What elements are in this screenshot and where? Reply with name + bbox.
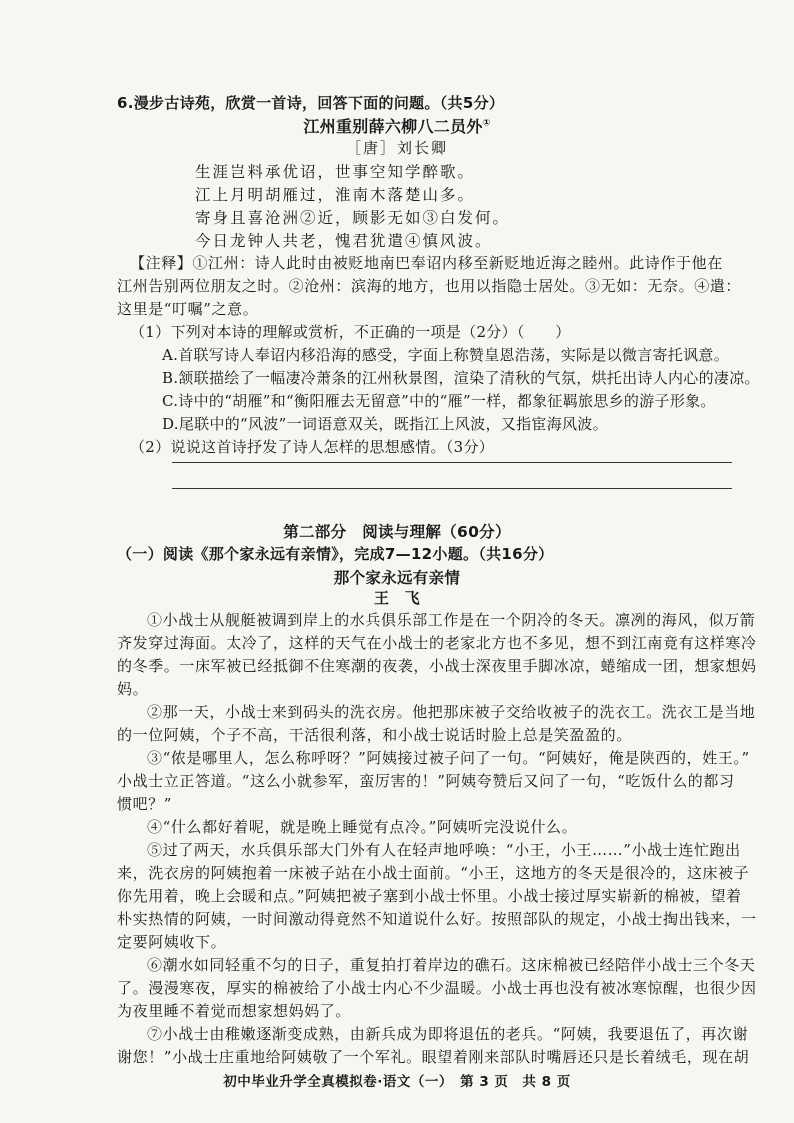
option-a: A.首联写诗人奉诏内移沿海的感受，字面上称赞皇恩浩荡，实际是以微言寄托讽意。 (162, 346, 730, 364)
para-line-6: 的一位阿姨，个子不高，干活很利落，和小战士说话时脸上总是笑盈盈的。 (117, 726, 632, 744)
para-line-12: 来，洗衣房的阿姨抱着一床被子站在小战士面前。“小王，这地方的冬天是很冷的，这床被子 (117, 864, 750, 882)
para-line-5: ②那一天，小战士来到码头的洗衣房。他把那床被子交给收被子的洗衣工。洗衣工是当地 (147, 703, 756, 721)
para-line-16: ⑥潮水如同轻重不匀的日子，重复拍打着岸边的礁石。这床棉被已经陪伴小战士三个冬天 (147, 956, 756, 974)
article-title: 那个家永远有亲情 (333, 569, 461, 587)
option-d: D.尾联中的“风波”一词语意双关，既指江上风波，又指宦海风波。 (162, 415, 608, 433)
para-line-18: 为夜里睡不着觉而想家想妈妈了。 (117, 1002, 352, 1020)
poem-line-4: 今日龙钟人共老，愧君犹遣④慎风波。 (195, 232, 493, 250)
para-line-10: ④“什么都好着呢，就是晚上睡觉有点冷。”阿姨听完没说什么。 (147, 818, 578, 836)
poem-author: ［唐］刘长卿 (345, 139, 448, 157)
answer-line-2[interactable] (172, 488, 732, 489)
para-line-11: ⑤过了两天，水兵俱乐部大门外有人在轻声地呼唤：“小王，小王……”小战士连忙跑出 (147, 841, 741, 859)
para-line-13: 你先用着，晚上会暖和点。”阿姨把被子塞到小战士怀里。小战士接过厚实崭新的棉被，望着 (117, 887, 742, 905)
para-line-4: 妈。 (117, 680, 149, 698)
poem-notes-line-1: 【注释】①江州：诗人此时由被贬地南巴奉诏内移至新贬地近海之睦州。此诗作于他在 (130, 254, 723, 272)
option-c: C.诗中的“胡雁”和“衡阳雁去无留意”中的“雁”一样，都象征羁旅思乡的游子形象。 (162, 392, 716, 410)
poem-title-footnote-mark: ① (482, 118, 491, 129)
para-line-15: 定要阿姨收下。 (117, 933, 227, 951)
answer-line-1[interactable] (172, 462, 732, 463)
para-line-7: ③“侬是哪里人，怎么称呼呀？”阿姨接过被子问了一句。“阿姨好，俺是陕西的，姓王。” (147, 749, 750, 767)
para-line-19: ⑦小战士由稚嫩逐渐变成熟，由新兵成为即将退伍的老兵。“阿姨，我要退伍了，再次谢 (147, 1025, 749, 1043)
para-line-8: 小战士立正答道。“这么小就参军，蛮厉害的！”阿姨夸赞后又问了一句，“吃饭什么的都习 (117, 772, 735, 790)
page-footer: 初中毕业升学全真模拟卷·语文（一） 第 3 页 共 8 页 (223, 1074, 571, 1090)
option-b: B.颔联描绘了一幅凄冷萧条的江州秋景图，渲染了清秋的气氛，烘托出诗人内心的凄凉。 (162, 369, 760, 387)
question-6-1: （1）下列对本诗的理解或赏析，不正确的一项是（2分）（ ） (130, 323, 571, 341)
question-6-header: 6.漫步古诗苑，欣赏一首诗，回答下面的问题。（共5分） (117, 94, 505, 112)
para-line-1: ①小战士从舰艇被调到岸上的水兵俱乐部工作是在一个阴冷的冬天。凛冽的海风，似万箭 (147, 611, 756, 629)
poem-title (0, 114, 794, 137)
para-line-17: 了。漫漫寒夜，厚实的棉被给了小战士内心不少温暖。小战士再也没有被冰寒惊醒，也很少因 (117, 979, 757, 997)
question-6-2: （2）说说这首诗抒发了诗人怎样的思想感情。（3分） (130, 438, 495, 456)
poem-notes-line-3: 这里是“叮嘱”之意。 (117, 300, 259, 318)
para-line-14: 朴实热情的阿姨，一时间激动得竟然不知道说什么好。按照部队的规定，小战士掏出钱来，一 (117, 910, 757, 928)
poem-line-3: 寄身且喜沧洲②近，顾影无如③白发何。 (195, 209, 511, 227)
poem-title-text: 江州重别薛六柳八二员外 (303, 117, 483, 136)
para-line-20: 谢您！”小战士庄重地给阿姨敬了一个军礼。眼望着刚来部队时嘴唇还只是长着绒毛，现在胡 (117, 1048, 750, 1066)
poem-line-2: 江上月明胡雁过，淮南木落楚山多。 (195, 186, 476, 204)
article-author: 王 飞 (374, 589, 420, 607)
poem-notes-line-2: 江州告别两位朋友之时。②沧州：滨海的地方，也用以指隐士居处。③无如：无奈。④遣： (117, 277, 742, 295)
section-1-instructions: （一）阅读《那个家永远有亲情》，完成7—12小题。（共16分） (117, 545, 554, 563)
para-line-3: 的冬季。一床军被已经抵御不住寒潮的夜袭，小战士深夜里手脚冰凉，蜷缩成一团，想家想妈 (117, 657, 757, 675)
para-line-2: 齐发穿过海面。太冷了，这样的天气在小战士的老家北方也不多见，想不到江南竟有这样寒冷 (117, 634, 757, 652)
poem-line-1: 生涯岂料承优诏，世事空知学醉歌。 (195, 163, 476, 181)
para-line-9: 惯吧？” (117, 795, 173, 813)
part-2-title: 第二部分 阅读与理解（60分） (283, 523, 511, 541)
